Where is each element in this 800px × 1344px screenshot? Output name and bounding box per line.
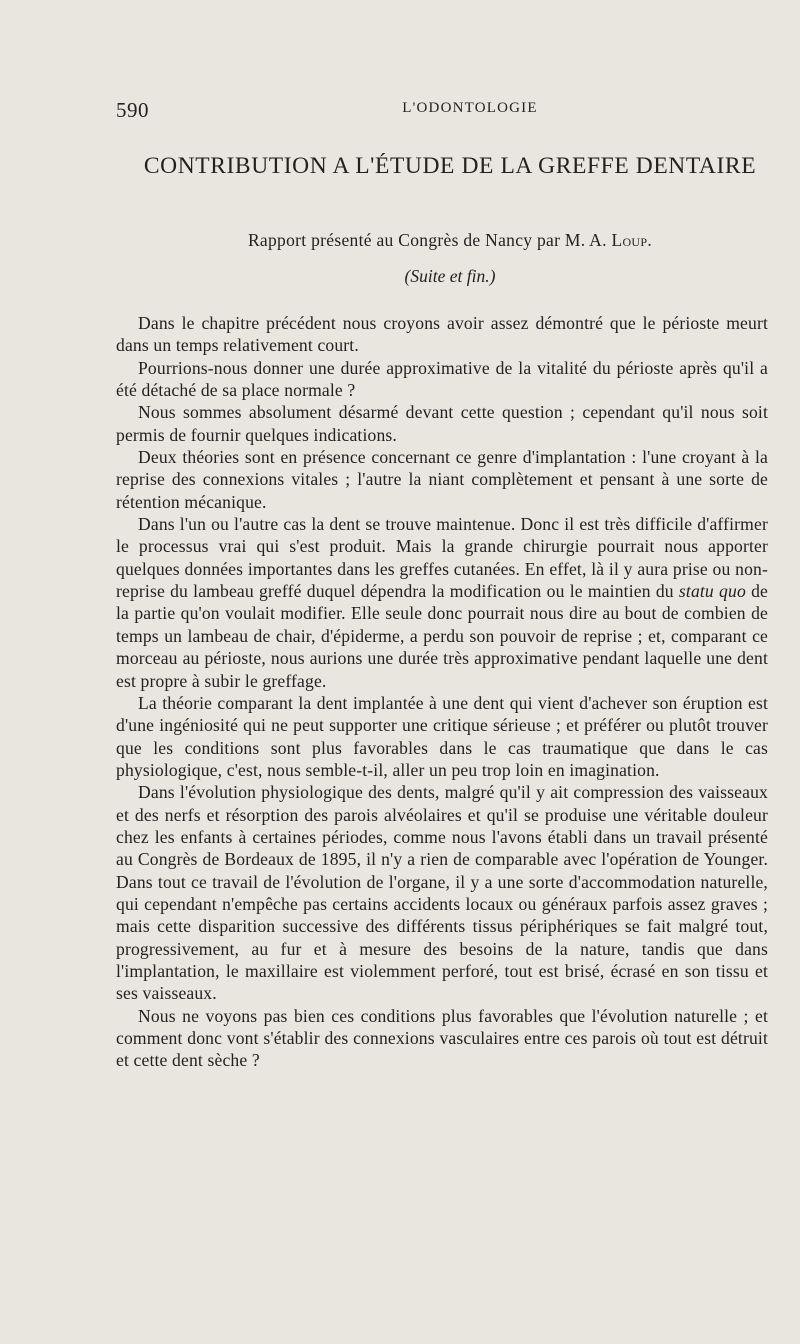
italic-phrase: statu quo: [678, 581, 746, 602]
article-body: [116, 312, 768, 1072]
paragraph: Deux théories sont en présence concernant ce genre d'implantation : l'une croyant à la reprise des connexions vitales ; l'autre la niant complètement et pensant à une sorte de rétention mécanique.: [116, 447, 768, 512]
journal-title: L'ODONTOLOGIE: [402, 100, 538, 116]
byline-text: Rapport présenté au Congrès de Nancy par M. A.: [247, 230, 612, 250]
author-name: Loup.: [611, 230, 653, 250]
paragraph: La théorie comparant la dent implantée à une dent qui vient d'achever son éruption est d'une ingéniosité qui ne peut supporter une critique sérieuse ; et préférer ou plutôt trouver que les conditions sont plus favorables dans le cas traumatique que dans le cas physiologique, c'est, nous semble-t-il, aller un peu trop loin en imagination.: [116, 692, 768, 780]
running-head: [116, 98, 784, 126]
paragraph: [116, 513, 768, 692]
paragraph: Nous ne voyons pas bien ces conditions plus favorables que l'évolution naturelle ; et comment donc vont s'établir des connexions vasculaires entre ces parois où tout est détruit et cette dent sèche ?: [116, 1005, 768, 1071]
page-number: 590: [116, 98, 149, 122]
article-title: CONTRIBUTION A L'ÉTUDE DE LA GREFFE DENTAIRE: [143, 153, 757, 179]
paragraph: Pourrions-nous donner une durée approximative de la vitalité du périoste après qu'il a été détaché de sa place normale ?: [116, 357, 768, 401]
paragraph-text: Dans l'un ou l'autre cas la dent se trouve maintenue. Donc il est très difficile d'affirmer le processus vrai qui s'est produit. Mais la grande chirurgie pourrait nous apporter quelques données importantes dans les greffes cutanées. En effet, là il y aura prise ou non-reprise du lambeau greffé duquel dépendra la modification ou le maintien du: [116, 514, 768, 602]
paragraph-text: de la partie qu'on voulait modifier. Elle seule donc pourrait nous dire au bout de combien de temps un lambeau de chair, d'épiderme, a perdu son pouvoir de reprise ; et, comparant ce morceau au périoste, nous aurions une durée très approximative pendant laquelle une dent est propre à subir le greffage.: [116, 581, 768, 691]
continued-note: (Suite et fin.): [404, 266, 496, 286]
byline: [116, 230, 784, 251]
paragraph: Nous sommes absolument désarmé devant cette question ; cependant qu'il nous soit permis de fournir quelques indications.: [116, 402, 768, 445]
paragraph: Dans le chapitre précédent nous croyons avoir assez démontré que le périoste meurt dans un temps relativement court.: [116, 313, 768, 356]
paragraph: Dans l'évolution physiologique des dents, malgré qu'il y ait compression des vaisseaux et des nerfs et résorption des parois alvéolaires et qu'il se produise une véritable douleur chez les enfants à certaines périodes, comme nous l'avons établi dans un travail présenté au Congrès de Bordeaux de 1895, il n'y a rien de comparable avec l'opération de Younger. Dans tout ce travail de l'évolution de l'organe, il y a une sorte d'accommodation naturelle, qui cependant n'empêche pas certains accidents locaux ou généraux parfois assez graves ; mais cette disparition successive des différents tissus périphériques se fait malgré tout, progressivement, au fur et à mesure des besoins de la nature, tandis que dans l'implantation, le maxillaire est violemment perforé, tout est brisé, écrasé en son tissu et ses vaisseaux.: [116, 782, 768, 1004]
